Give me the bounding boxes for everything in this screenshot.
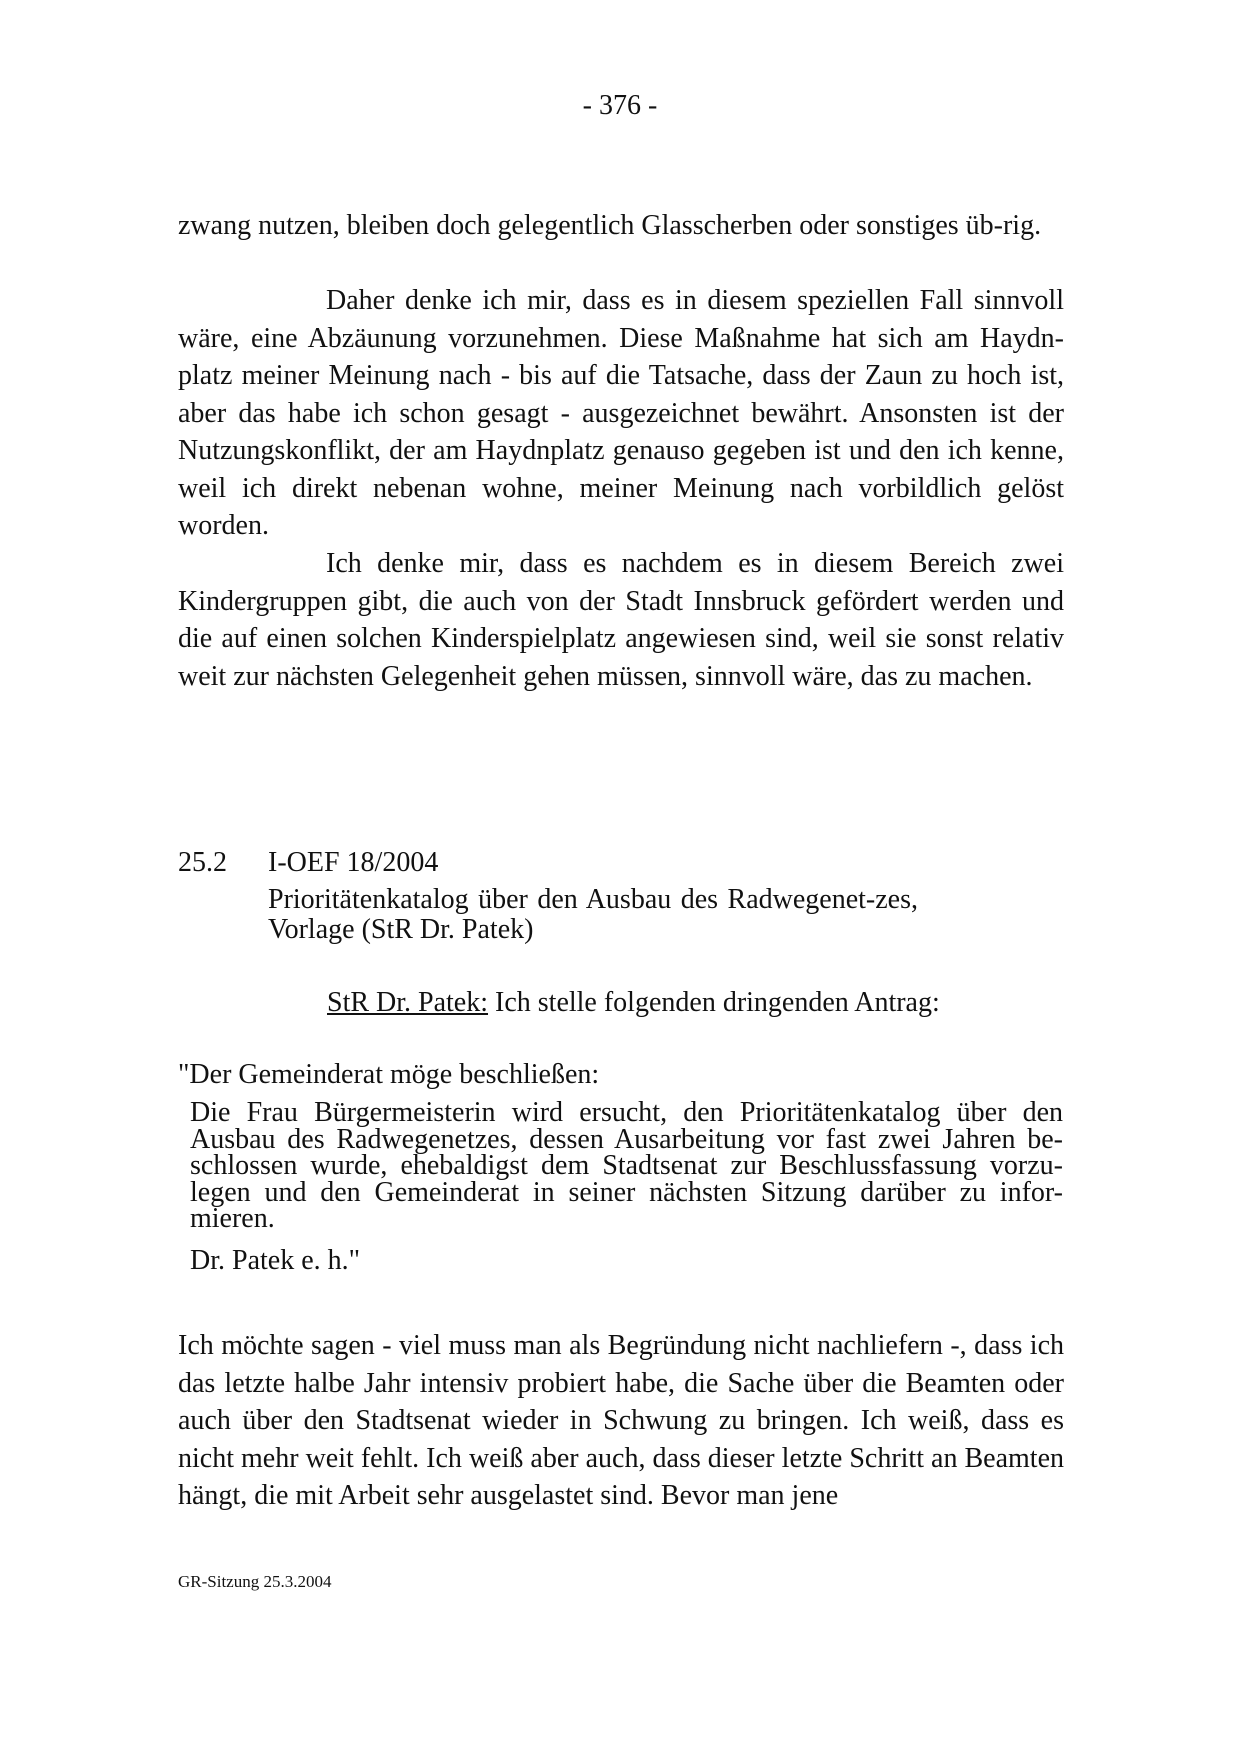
speaker-statement: Ich stelle folgenden dringenden Antrag: <box>488 987 940 1018</box>
speaker-line <box>327 985 940 1021</box>
paragraph-justification: Ich möchte sagen - viel muss man als Begründung nicht nachliefern -, dass ich das letzte halbe Jahr intensiv probiert habe, die Sache über die Beamten oder auch über den Stadtsenat wieder in Schwung zu bringen. Ich weiß, dass es nicht mehr weit fehlt. Ich weiß aber auch, dass dieser letzte Schritt an Beamten hängt, die mit Arbeit sehr ausgelastet sind. Bevor man jene <box>178 1330 1064 1511</box>
page-footer: GR-Sitzung 25.3.2004 <box>178 1572 332 1591</box>
paragraph-kindergroups: Ich denke mir, dass es nachdem es in diesem Bereich zwei Kindergruppen gibt, die auch von der Stadt Innsbruck gefördert werden und die auf einen solchen Kinderspielplatz angewiesen sind, weil sie sonst relativ weit zur nächsten Gelegenheit gehen müssen, sinnvoll wäre, das zu machen. <box>178 548 1064 692</box>
page-number: - 376 - <box>582 90 658 121</box>
speaker-name: StR Dr. Patek: <box>327 987 489 1018</box>
motion-text: Die Frau Bürgermeisterin wird ersucht, den Prioritätenkatalog über den Ausbau des Radwegenetzes, dessen Ausarbeitung vor fast zwei Jahren be-schlossen wurde, ehebaldigst dem Stadtsenat zur Beschlussfassung vorzu-legen und den Gemeinderat in seiner nächsten Sitzung darüber zu infor-mieren. <box>190 1097 1063 1234</box>
motion-intro: "Der Gemeinderat möge beschließen: <box>178 1059 600 1090</box>
agenda-item-number: 25.2 <box>178 847 227 878</box>
paragraph-continuation: zwang nutzen, bleiben doch gelegentlich Glasscherben oder sonstiges üb-rig. <box>178 210 1042 241</box>
agenda-item-title: Prioritätenkatalog über den Ausbau des Radwegenet-zes, Vorlage (StR Dr. Patek) <box>268 884 918 945</box>
paragraph-fencing: Daher denke ich mir, dass es in diesem speziellen Fall sinnvoll wäre, eine Abzäunung vorzunehmen. Diese Maßnahme hat sich am Haydn-platz meiner Meinung nach - bis auf die Tatsache, dass der Zaun zu hoch ist, aber das habe ich schon gesagt - ausgezeichnet bewährt. Ansonsten ist der Nutzungskonflikt, der am Haydnplatz genauso gegeben ist und den ich kenne, weil ich direkt nebenan wohne, meiner Meinung nach vorbildlich gelöst worden. <box>178 285 1064 541</box>
agenda-item-code: I-OEF 18/2004 <box>268 847 439 878</box>
motion-signature: Dr. Patek e. h." <box>190 1245 361 1276</box>
